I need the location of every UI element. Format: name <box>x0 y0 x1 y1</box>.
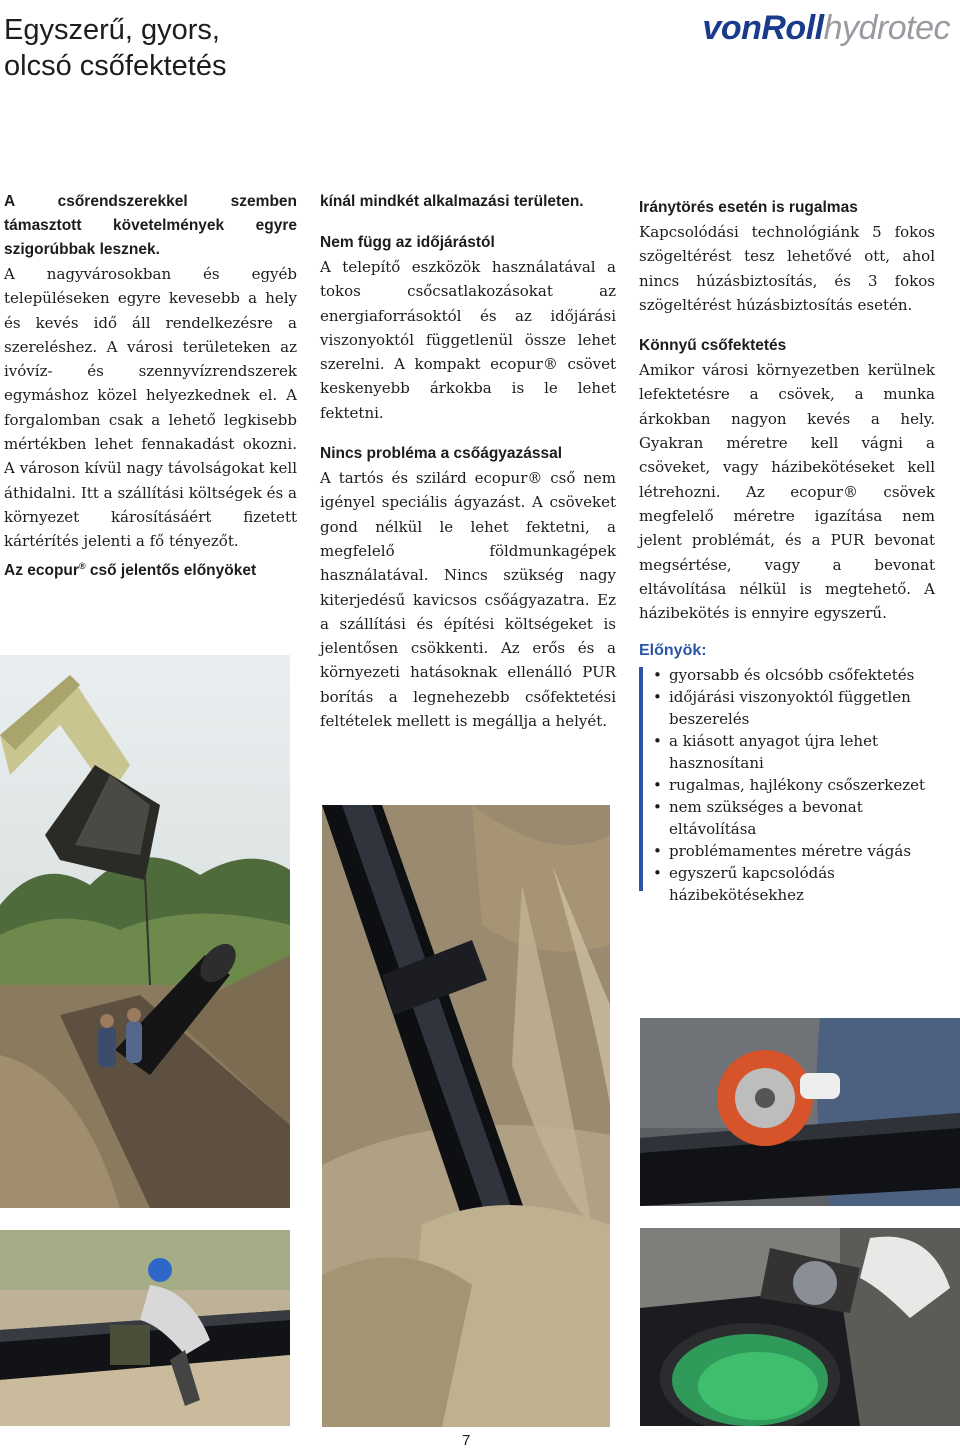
page-title <box>4 12 226 84</box>
list-item: • rugalmas, hajlékony csőszerkezet <box>669 774 935 796</box>
photo-pipe-grinder <box>640 1228 960 1426</box>
col1-lead: A csőrendszerekkel szemben támasztott követelmények egyre szigorúbbak lesznek. <box>4 193 297 258</box>
title-line-1: Egyszerű, gyors, <box>4 14 220 46</box>
list-item: • gyorsabb és olcsóbb csőfektetés <box>669 664 935 686</box>
col2-heading-bedding: Nincs probléma a csőágyazással <box>320 445 563 463</box>
col1-tail <box>4 554 297 583</box>
col2-para-weather: A telepítő eszközök használatával a tokos csőcsatlakozásokat az energiaforrásoktól és az időjárási viszonyoktól függetlenül össze lehet szerelni. A kompakt ecopur® csövet keskenyebb árkokba is le lehet fektetni. <box>320 258 616 422</box>
photo-worker-helmet <box>0 1230 290 1426</box>
advantages-list <box>639 664 935 906</box>
column-2 <box>320 190 616 733</box>
col3-heading-easy: Könnyű csőfektetés <box>639 337 787 355</box>
col2-heading-weather: Nem függ az időjárástól <box>320 234 495 251</box>
list-item: • egyszerű kapcsolódás házibekötésekhez <box>669 862 935 906</box>
advantages-accent-bar <box>639 667 643 891</box>
list-item: • időjárási viszonyoktól független beszerelés <box>669 686 935 730</box>
col1-tail-a: Az ecopur <box>4 561 79 579</box>
logo-suffix: hydrotec <box>823 9 950 47</box>
photo-pipe-cutting <box>640 1018 960 1206</box>
col1-body: A nagyvárosokban és egyéb településeken egyre kevesebb a hely és kevés idő áll rendelkezésre a szereléshez. A városi területeken az ivóvíz- és szennyvízrendszerek egymáshoz közel helyezkednek el. A forgalomban csak a lehető legkisebb mértékben lehet fennakadást okozni. A városon kívül nagy távolságokat kell áthidalni. Itt a szállítási költségek és a környezet károsításáért fizetett kártérítés jelenti a fő tényezőt. <box>4 265 297 551</box>
col3-para-easy: Amikor városi környezetben kerülnek lefektetésre a csövek, a munka árkokban nagyon kevés a hely. Gyakran méretre kell vágni a csöveket, vagy házibekötéseket kell létrehozni. Az ecopur® csövek megfelelő méretre igazítása nem jelent problémát, és a PUR bevonat megsértése, vagy a bevonat eltávolítása nélkül is megtehető. A házibekötés is ennyire egyszerű. <box>639 361 935 623</box>
list-item: • problémamentes méretre vágás <box>669 840 935 862</box>
col3-para-flexible: Kapcsolódási technológiánk 5 fokos szögeltérést tesz lehetővé ott, ahol nincs húzásbiztosítás, és 3 fokos szögeltérést húzásbiztosítás esetén. <box>639 223 935 314</box>
list-item: • a kiásott anyagot újra lehet hasznosítani <box>669 730 935 774</box>
list-item: • nem szükséges a bevonat eltávolítása <box>669 796 935 840</box>
title-line-2: olcsó csőfektetés <box>4 50 227 82</box>
logo-brand: vonRoll <box>702 9 824 47</box>
col2-para-bedding: A tartós és szilárd ecopur® cső nem igényel speciális ágyazást. A csöveket gond nélkül le lehet fektetni, a megfelelő földmunkagépek használatával. Nincs szükség nagy kiterjedésű kavicsos csőágyazatra. Ez a szállítási és építési költségeket is jelentősen csökkenti. Az erős és a környezeti hatásoknak ellenálló PUR borítás a legnehezebb csőfektetési feltételek mellett is megállja a helyét. <box>320 469 616 731</box>
vonroll-hydrotec-logo <box>702 8 950 48</box>
photo-gravel-bedding <box>322 805 610 1427</box>
page-number: 7 <box>462 1432 471 1449</box>
col3-heading-flexible: Iránytörés esetén is rugalmas <box>639 199 858 216</box>
column-3 <box>639 196 935 906</box>
col2-continuation: kínál mindkét alkalmazási területen. <box>320 193 584 210</box>
col1-tail-b: cső jelentős előnyöket <box>85 561 257 579</box>
column-1 <box>4 190 297 583</box>
advantages-title: Előnyök: <box>639 642 707 660</box>
photo-excavator-trench <box>0 655 290 1208</box>
col1-tail-reg: ® <box>78 560 86 571</box>
advantages-box <box>639 639 935 905</box>
